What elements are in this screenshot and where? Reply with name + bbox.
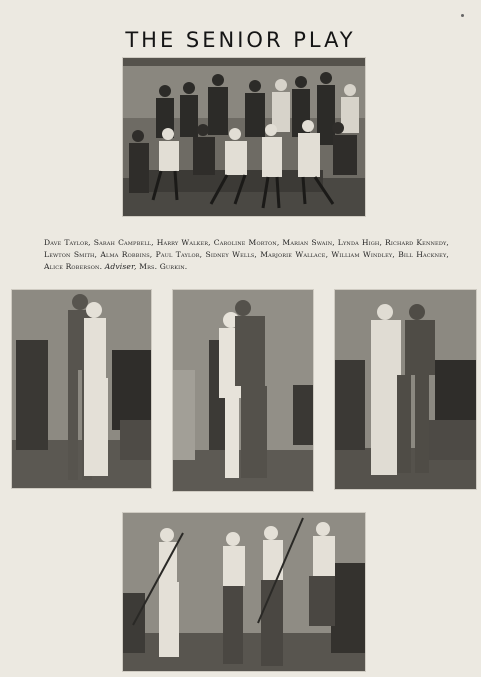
cast-caption: [44, 237, 449, 274]
scene-photo-embrace: [173, 290, 313, 491]
scene-photo-dancing: [12, 290, 151, 488]
cast-group-photo: [123, 58, 365, 216]
scene-photo-four-actors: [123, 513, 365, 671]
page-speck: [461, 14, 464, 17]
scene-photo-confrontation: [335, 290, 476, 489]
page-title: THE SENIOR PLAY: [125, 28, 356, 53]
adviser-label: Adviser,: [104, 262, 137, 271]
cast-names: Dave Taylor, Sarah Campbell, Harry Walker, Caroline Morton, Marian Swain, Lynda High, Richard Kennedy, Lewton Smith, Alma Robbins, Paul Taylor, Sidney Wells, Marjorie Wallace, William Windley, Bill Hackney, Alice Roberson.: [44, 237, 449, 271]
adviser-name: Mrs. Gurkin.: [139, 262, 188, 271]
